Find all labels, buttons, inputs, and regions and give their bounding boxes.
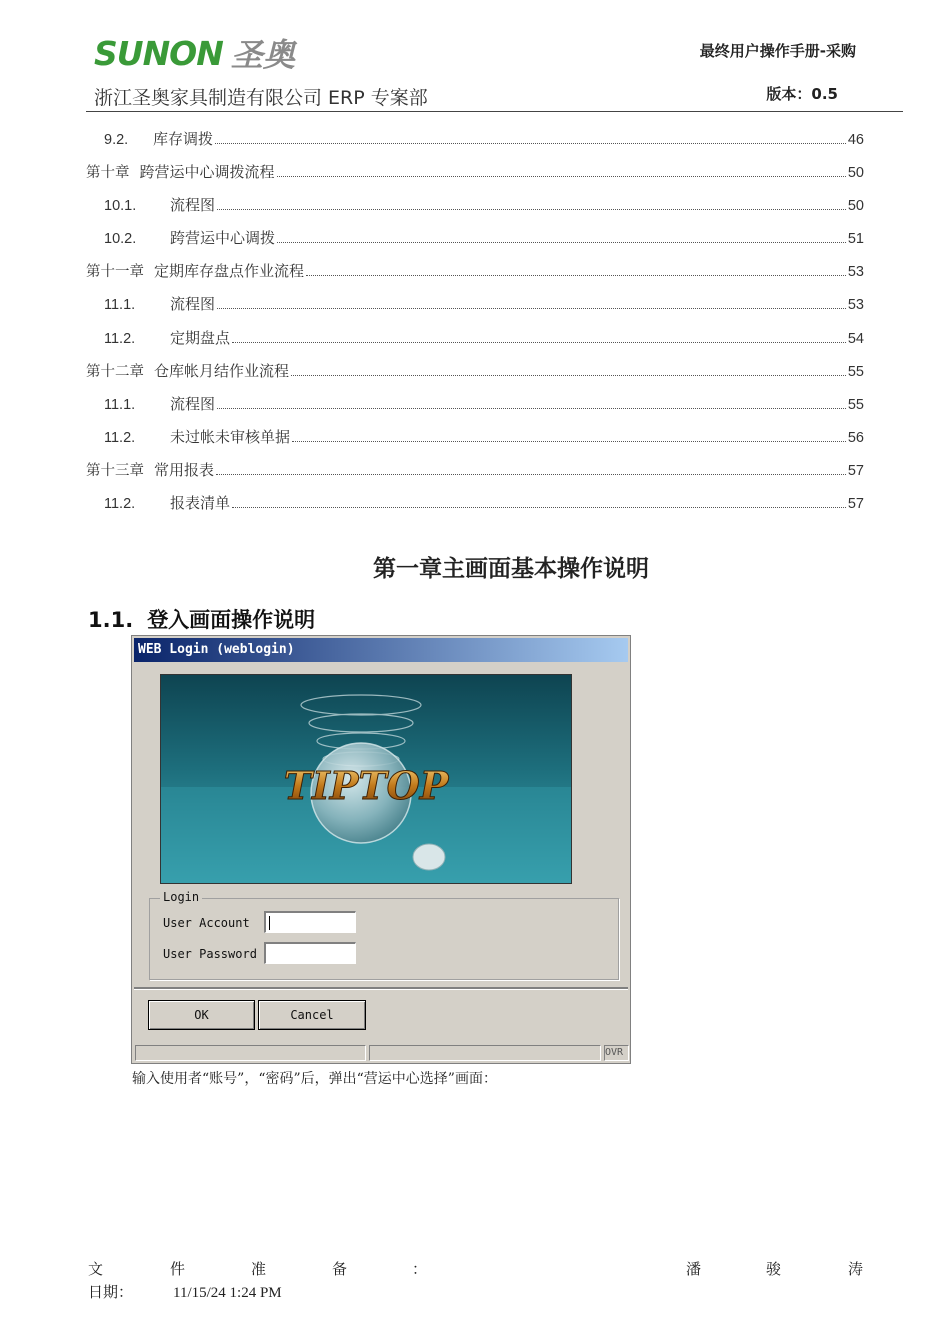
toc-chapter-row[interactable] (86, 360, 864, 393)
toc-chapter-row[interactable] (86, 459, 864, 492)
status-cell-2 (369, 1045, 601, 1061)
footer-author-char: 潘 (686, 1260, 702, 1278)
toc-number: 11.1. (104, 396, 136, 413)
banner-text: TIPTOP (283, 763, 449, 808)
toc-number: 第十三章 (86, 462, 144, 479)
toc-leader-dots (306, 275, 846, 276)
version-label: 版本：0.5 (766, 85, 838, 103)
toc-page-number: 50 (847, 198, 864, 215)
manual-title: 最终用户操作手册-采购 (699, 42, 856, 60)
logo-en: SUNON (94, 33, 223, 73)
toc-page-number: 57 (847, 496, 864, 513)
user-password-label: User Password (163, 947, 257, 961)
toc-chapter-row[interactable] (86, 161, 864, 194)
user-account-input[interactable] (264, 911, 356, 933)
table-of-contents (86, 128, 864, 525)
toc-leader-dots (217, 408, 846, 409)
toc-page-number: 53 (847, 264, 864, 281)
toc-page-number: 55 (847, 363, 864, 380)
footer-author-char: 涛 (848, 1260, 864, 1278)
toc-title: 跨营运中心调拨流程 (139, 163, 275, 182)
toc-leader-dots (291, 375, 846, 376)
toc-leader-dots (292, 441, 846, 442)
status-ovr: OVR (604, 1045, 629, 1061)
toc-leader-dots (277, 242, 846, 243)
toc-title: 流程图 (170, 394, 216, 413)
login-group-label: Login (160, 890, 202, 904)
toc-title: 常用报表 (154, 460, 215, 479)
toc-number: 9.2. (104, 132, 129, 148)
toc-title: 未过帐未审核单据 (170, 427, 291, 446)
toc-title: 库存调拨 (153, 130, 214, 148)
company-name: 浙江圣奥家具制造有限公司 ERP 专案部 (94, 87, 428, 109)
toc-title: 流程图 (170, 295, 216, 314)
footer-prepared-char: 件 (170, 1260, 186, 1278)
footer-prepared-char: ： (412, 1260, 428, 1278)
cancel-button[interactable]: Cancel (258, 1000, 366, 1030)
toc-page-number: 54 (847, 330, 864, 347)
logo-cn: 圣奥 (230, 36, 295, 74)
toc-number: 11.1. (104, 297, 136, 314)
toc-title: 跨营运中心调拨 (170, 229, 276, 248)
toc-section-row[interactable] (86, 327, 864, 360)
footer-prepared-char: 文 (88, 1260, 104, 1278)
login-window (131, 635, 631, 1064)
toc-section-row[interactable] (86, 194, 864, 227)
toc-number: 10.1. (104, 198, 137, 215)
section-heading (88, 604, 315, 634)
button-separator (134, 987, 628, 990)
toc-section-row[interactable] (86, 393, 864, 426)
ok-button[interactable]: OK (148, 1000, 255, 1030)
toc-page-number: 56 (847, 429, 864, 446)
window-title: WEB Login (weblogin) (134, 638, 628, 662)
footer-author-char: 骏 (766, 1260, 782, 1278)
chapter-heading: 第一章主画面基本操作说明 (373, 555, 649, 582)
toc-title: 报表清单 (170, 494, 231, 513)
toc-number: 11.2. (104, 496, 136, 513)
toc-leader-dots (277, 176, 846, 177)
toc-leader-dots (232, 342, 846, 343)
toc-number: 第十二章 (86, 363, 144, 380)
toc-leader-dots (215, 143, 846, 144)
login-groupbox (149, 890, 619, 980)
section-number: 1.1. (88, 608, 134, 632)
login-caption: 输入使用者“账号”，“密码”后，弹出“营运中心选择”画面： (132, 1071, 497, 1087)
toc-title: 定期库存盘点作业流程 (154, 262, 305, 281)
toc-section-row[interactable] (86, 227, 864, 260)
toc-page-number: 51 (847, 231, 864, 248)
toc-page-number: 57 (847, 462, 864, 479)
toc-leader-dots (217, 209, 846, 210)
toc-page-number: 53 (847, 297, 864, 314)
sunon-logo (94, 33, 295, 74)
tiptop-banner-image (160, 674, 572, 884)
toc-number: 第十一章 (86, 264, 144, 281)
toc-leader-dots (216, 474, 846, 475)
toc-title: 定期盘点 (170, 328, 231, 347)
toc-page-number: 55 (847, 396, 864, 413)
footer-date (88, 1281, 282, 1302)
header-divider (86, 111, 903, 112)
footer-date-value: 11/15/24 1:24 PM (173, 1285, 282, 1301)
toc-number: 第十章 (86, 165, 130, 182)
toc-number: 10.2. (104, 231, 137, 248)
toc-section-row[interactable] (86, 293, 864, 326)
toc-section-row[interactable] (86, 492, 864, 525)
footer-prepared-char: 准 (251, 1260, 267, 1278)
footer-prepared-char: 备 (332, 1260, 348, 1278)
section-title: 登入画面操作说明 (147, 608, 316, 632)
toc-leader-dots (232, 507, 846, 508)
toc-title: 流程图 (170, 196, 216, 215)
user-account-label: User Account (163, 916, 250, 930)
toc-chapter-row[interactable] (86, 260, 864, 293)
status-cell-1 (135, 1045, 366, 1061)
toc-section-row[interactable] (86, 426, 864, 459)
toc-number: 11.2. (104, 330, 136, 347)
toc-page-number: 46 (847, 132, 864, 148)
toc-page-number: 50 (847, 165, 864, 182)
toc-leader-dots (217, 308, 846, 309)
toc-number: 11.2. (104, 429, 136, 446)
toc-section-row[interactable] (86, 128, 864, 161)
user-password-input[interactable] (264, 942, 356, 964)
toc-title: 仓库帐月结作业流程 (154, 361, 290, 380)
footer-date-label: 日期： (88, 1283, 134, 1301)
